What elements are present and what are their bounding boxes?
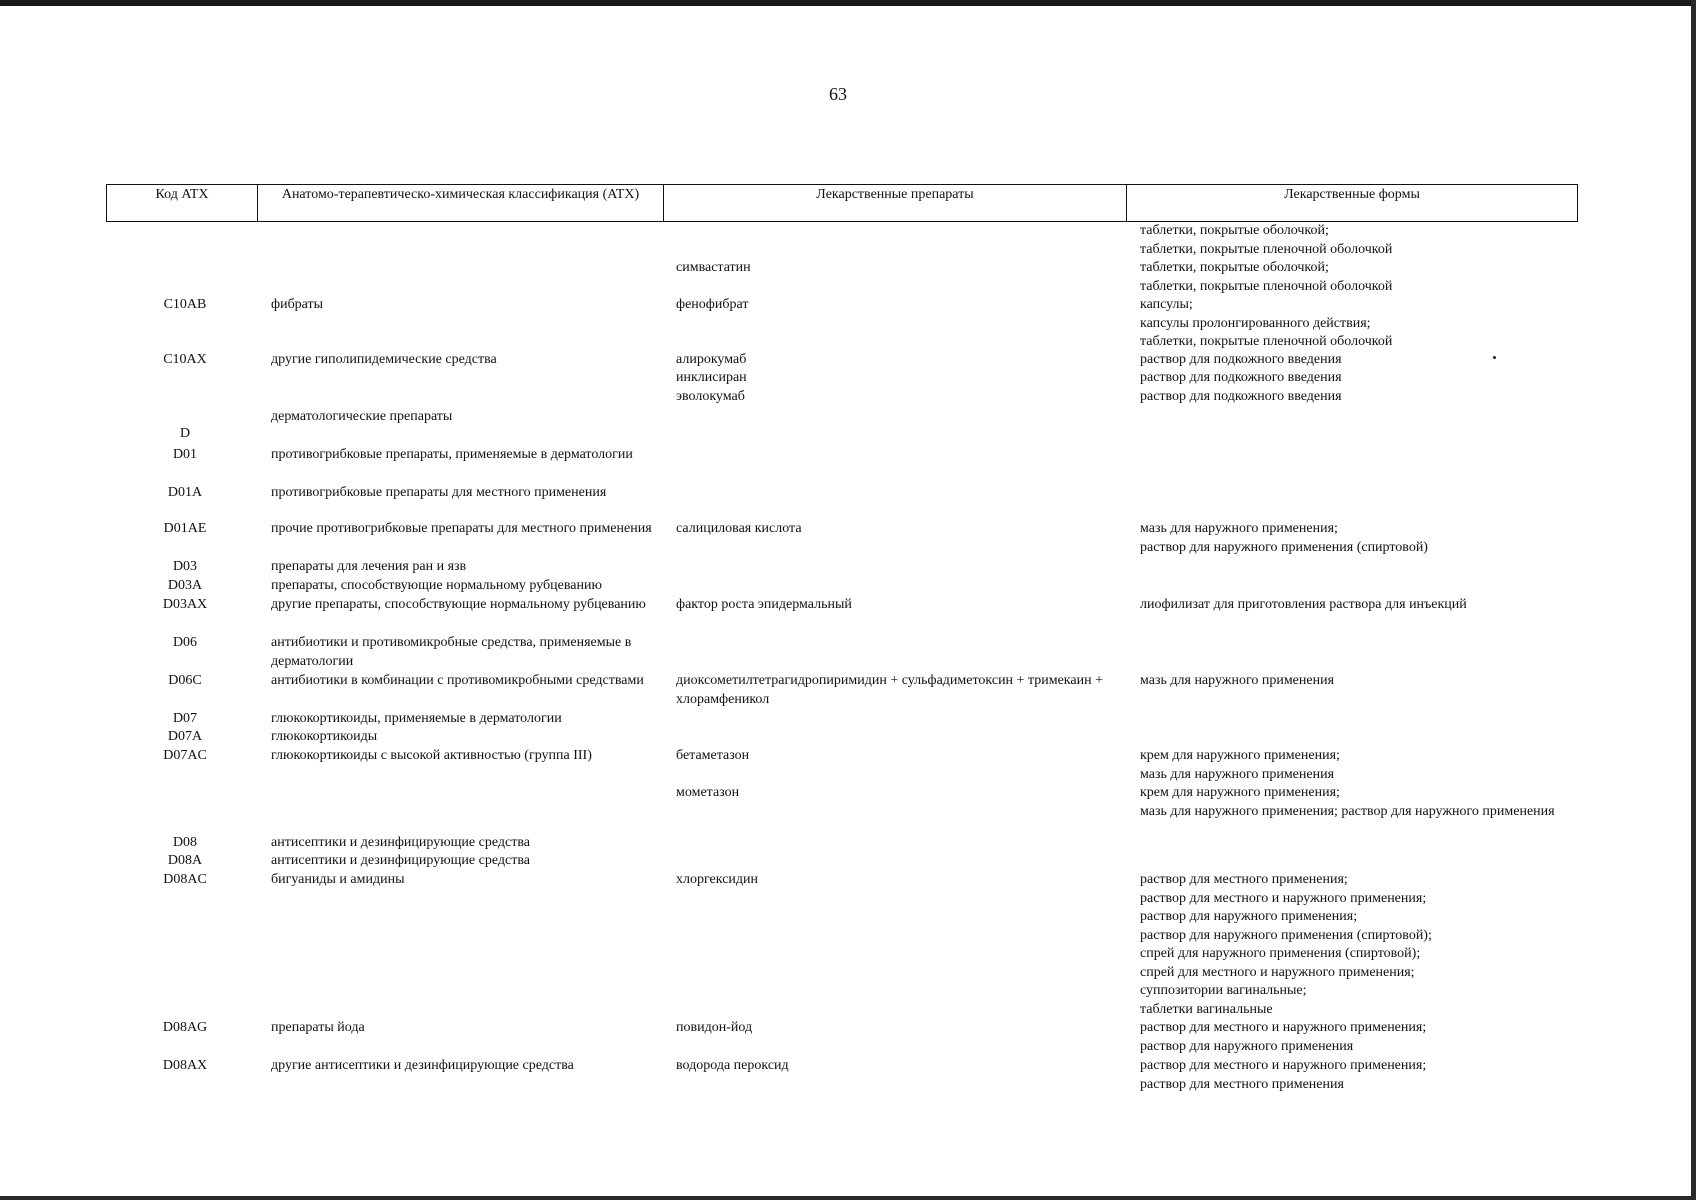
atc-classification: фибраты bbox=[271, 297, 324, 312]
atc-classification: прочие противогрибковые препараты для местного применения bbox=[271, 521, 652, 536]
atc-code: D01A bbox=[167, 485, 203, 500]
dosage-form-line: мазь для наружного применения bbox=[1140, 673, 1335, 688]
dosage-form-line: раствор для местного применения bbox=[1140, 1076, 1344, 1092]
atc-classification: глюкокортикоиды, применяемые в дерматологии bbox=[271, 711, 562, 726]
atc-code: D07AC bbox=[163, 748, 207, 763]
drug-name: эволокумаб bbox=[676, 389, 745, 404]
dosage-forms bbox=[1140, 369, 1580, 388]
atc-code: D03 bbox=[172, 559, 198, 574]
atc-classification: противогрибковые препараты для местного применения bbox=[271, 485, 607, 500]
atc-code: D08A bbox=[167, 853, 203, 868]
drug-name: алирокумаб bbox=[676, 352, 747, 367]
drug-name: симвастатин bbox=[676, 260, 751, 275]
dosage-forms bbox=[1140, 1057, 1580, 1094]
dosage-form-line: спрей для местного и наружного применения; bbox=[1140, 964, 1415, 980]
dosage-form-line: лиофилизат для приготовления раствора для инъекций bbox=[1140, 597, 1467, 612]
atc-classification: бигуаниды и амидины bbox=[271, 872, 405, 887]
dosage-form-line: раствор для местного и наружного применения; bbox=[1140, 890, 1427, 906]
atc-code: D bbox=[179, 426, 191, 441]
dosage-forms bbox=[1140, 871, 1580, 1019]
atc-classification: другие гиполипидемические средства bbox=[271, 352, 497, 367]
scan-edge-top bbox=[0, 0, 1696, 6]
atc-code: C10AB bbox=[163, 297, 207, 312]
drug-name: хлоргексидин bbox=[676, 872, 759, 887]
dosage-form-line: таблетки, покрытые оболочкой; bbox=[1140, 260, 1329, 275]
dosage-forms bbox=[1140, 784, 1580, 821]
dosage-forms bbox=[1140, 747, 1580, 784]
atc-code: D08AX bbox=[162, 1058, 208, 1073]
dosage-form-line: таблетки вагинальные bbox=[1140, 1001, 1273, 1017]
dosage-form-line: раствор для наружного применения bbox=[1140, 1038, 1354, 1054]
atc-code: D06C bbox=[168, 673, 202, 688]
dosage-forms bbox=[1140, 596, 1580, 615]
atc-classification: глюкокортикоиды с высокой активностью (группа III) bbox=[271, 748, 592, 763]
header-atc-classification: Анатомо-терапевтическо-химическая классификация (ATX) bbox=[258, 185, 664, 221]
atc-code: D07 bbox=[172, 711, 198, 726]
dosage-form-line: раствор для наружного применения (спиртовой) bbox=[1140, 539, 1428, 555]
dosage-form-line: раствор для местного и наружного применения; bbox=[1140, 1020, 1427, 1035]
scan-edge-bottom bbox=[0, 1196, 1696, 1200]
dosage-form-line: раствор для местного применения; bbox=[1140, 872, 1348, 887]
drug-name: инклисиран bbox=[676, 370, 747, 385]
dosage-form-line: крем для наружного применения; bbox=[1140, 785, 1340, 800]
dosage-form-line: таблетки, покрытые оболочкой; bbox=[1140, 223, 1329, 238]
dosage-form-line: раствор для подкожного введения bbox=[1140, 352, 1342, 367]
atc-code: D06 bbox=[172, 635, 198, 650]
dosage-form-line: раствор для местного и наружного применения; bbox=[1140, 1058, 1427, 1073]
dosage-form-line: раствор для наружного применения (спиртовой); bbox=[1140, 927, 1432, 943]
atc-classification: глюкокортикоиды bbox=[271, 729, 378, 744]
drug-name: повидон-йод bbox=[676, 1020, 753, 1035]
dosage-form-line: раствор для подкожного введения bbox=[1140, 370, 1342, 385]
dosage-forms bbox=[1140, 1019, 1580, 1056]
dosage-form-line: раствор для наружного применения; bbox=[1140, 909, 1358, 924]
atc-classification: другие антисептики и дезинфицирующие средства bbox=[271, 1058, 574, 1073]
atc-code: D07A bbox=[167, 729, 203, 744]
atc-classification: препараты йода bbox=[271, 1020, 365, 1035]
atc-code: D08AC bbox=[163, 872, 207, 887]
drug-name: мометазон bbox=[676, 785, 740, 800]
dosage-form-line: таблетки, покрытые пленочной оболочкой bbox=[1140, 241, 1393, 257]
atc-code: D08 bbox=[172, 835, 198, 850]
dosage-form-line: суппозитории вагинальные; bbox=[1140, 983, 1307, 998]
header-dosage-forms: Лекарственные формы bbox=[1284, 187, 1420, 202]
atc-classification: антибиотики в комбинации с противомикробными средствами bbox=[271, 673, 644, 688]
atc-classification: препараты для лечения ран и язв bbox=[271, 559, 467, 574]
dosage-form-line: мазь для наружного применения; раствор для наружного применения bbox=[1140, 803, 1555, 819]
dosage-form-line: мазь для наружного применения bbox=[1140, 766, 1335, 782]
dosage-forms bbox=[1140, 351, 1580, 370]
drug-name: диоксометилтетрагидропиримидин + сульфадиметоксин + тримекаин + хлорамфеникол bbox=[676, 673, 1103, 707]
atc-classification: противогрибковые препараты, применяемые в дерматологии bbox=[271, 447, 633, 462]
dosage-form-line: капсулы пролонгированного действия; bbox=[1140, 315, 1371, 331]
dosage-form-line: крем для наружного применения; bbox=[1140, 748, 1340, 763]
dosage-form-line: спрей для наружного применения (спиртовой); bbox=[1140, 946, 1421, 961]
dosage-forms bbox=[1140, 222, 1580, 259]
drug-name: фактор роста эпидермальный bbox=[676, 597, 852, 612]
table-header bbox=[106, 184, 1578, 222]
atc-code: D01AE bbox=[163, 521, 207, 536]
atc-code: D03A bbox=[167, 578, 203, 593]
atc-classification: другие препараты, способствующие нормальному рубцеванию bbox=[271, 597, 646, 612]
drug-name: фенофибрат bbox=[676, 297, 749, 312]
dosage-forms bbox=[1140, 520, 1580, 557]
dosage-forms bbox=[1140, 296, 1580, 352]
atc-classification: антибиотики и противомикробные средства, применяемые в дерматологии bbox=[271, 635, 632, 669]
header-atc-code: Код ATX bbox=[107, 185, 258, 221]
dosage-form-line: капсулы; bbox=[1140, 297, 1193, 312]
dosage-forms bbox=[1140, 672, 1580, 691]
dosage-form-line: мазь для наружного применения; bbox=[1140, 521, 1338, 536]
dosage-form-line: раствор для подкожного введения bbox=[1140, 389, 1342, 404]
drug-name: салициловая кислота bbox=[676, 521, 802, 536]
atc-classification: дерматологические препараты bbox=[271, 409, 453, 424]
page-number: 63 bbox=[829, 84, 847, 104]
dosage-forms bbox=[1140, 259, 1580, 296]
atc-code: D08AG bbox=[162, 1020, 208, 1035]
scan-edge-right bbox=[1691, 0, 1696, 1200]
drug-name: водорода пероксид bbox=[676, 1058, 789, 1073]
atc-classification: препараты, способствующие нормальному рубцеванию bbox=[271, 578, 602, 593]
atc-code: D03AX bbox=[162, 597, 208, 612]
atc-code: C10AX bbox=[163, 352, 207, 367]
atc-classification: антисептики и дезинфицирующие средства bbox=[271, 853, 530, 868]
drug-name: бетаметазон bbox=[676, 748, 750, 763]
atc-code: D01 bbox=[172, 447, 198, 462]
dosage-forms bbox=[1140, 388, 1580, 407]
dosage-form-line: таблетки, покрытые пленочной оболочкой bbox=[1140, 334, 1393, 349]
atc-classification: антисептики и дезинфицирующие средства bbox=[271, 835, 530, 850]
header-drugs: Лекарственные препараты bbox=[664, 185, 1127, 221]
dosage-form-line: таблетки, покрытые пленочной оболочкой bbox=[1140, 278, 1393, 294]
